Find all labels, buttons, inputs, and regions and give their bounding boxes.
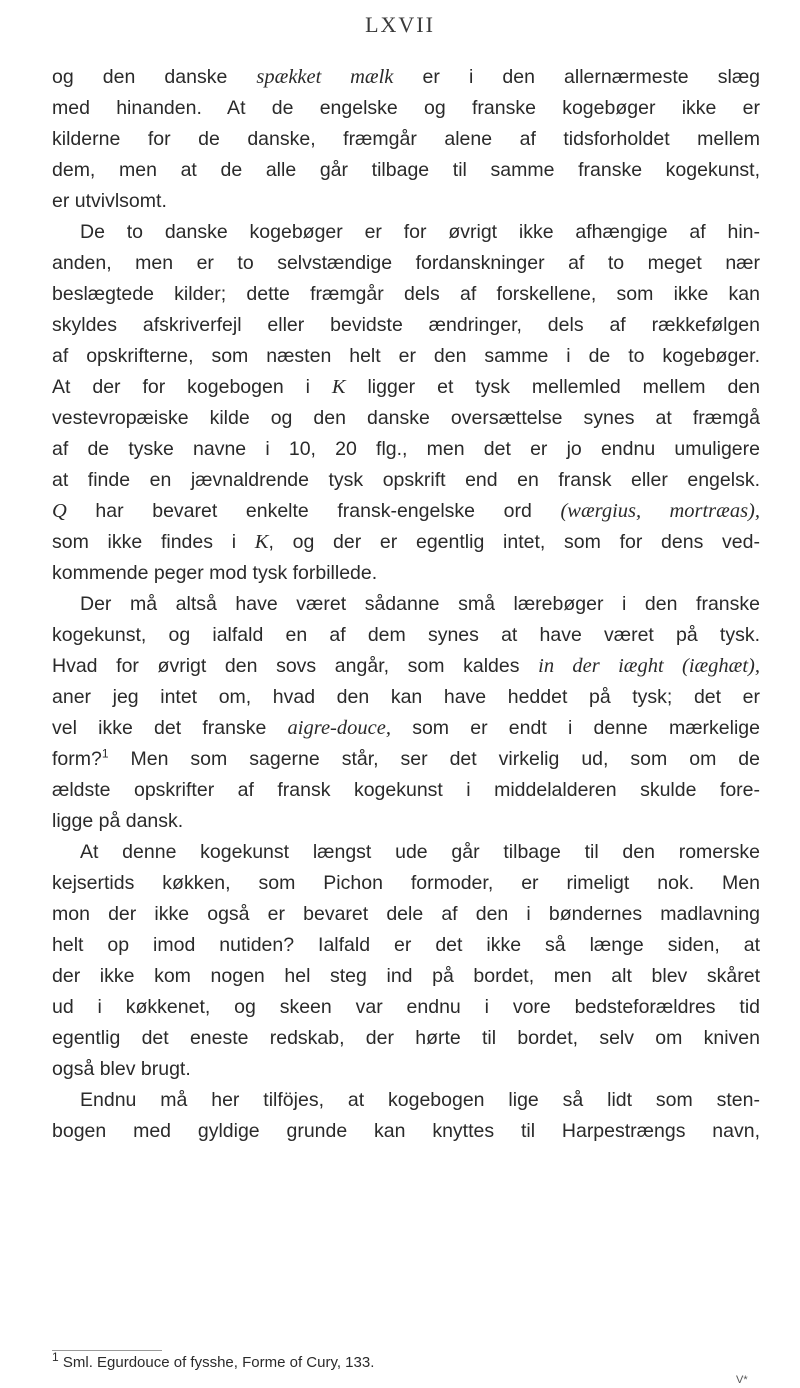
text-line: kogekunst, og ialfald en af dem synes at have været på tysk.	[52, 624, 760, 646]
italic-term: in der iæght (iæghæt),	[538, 655, 761, 677]
text-line: ud i køkkenet, og skeen var endnu i vore bedsteforældres tid	[52, 996, 760, 1018]
text-line: med hinanden. At de engelske og franske kogebøger ikke er	[52, 97, 760, 119]
italic-term: spækket mælk	[256, 66, 394, 88]
text-line: vel ikke det franske aigre-douce, som er endt i denne mærkelige	[52, 717, 760, 739]
text-line: mon der ikke også er bevaret dele af den i bøndernes madlavning	[52, 903, 760, 925]
footnote-text: Sml. Egurdouce of fysshe, Forme of Cury, 133.	[58, 1354, 375, 1371]
text-line: af de tyske navne i 10, 20 flg., men det er jo endnu umuligere	[52, 438, 760, 460]
text-line: er utvivlsomt.	[52, 190, 167, 212]
page-number: LXVII	[365, 12, 435, 37]
text-line: Hvad for øvrigt den sovs angår, som kaldes in der iæght (iæghæt),	[52, 655, 761, 677]
italic-term: (wærgius, mortræas),	[560, 500, 761, 522]
body-text	[52, 62, 760, 1147]
text-line: vestevropæiske kilde og den danske oversættelse synes at fræmgå	[52, 407, 760, 429]
footnote-marker: 1	[52, 1350, 59, 1364]
signature-mark: V*	[736, 1374, 748, 1386]
text-line: skyldes afskriverfejl eller bevidste ændringer, dels af rækkefølgen	[52, 314, 760, 336]
text-line: At der for kogebogen i K ligger et tysk mellemled mellem den	[52, 376, 760, 398]
text-line: at finde en jævnaldrende tysk opskrift end en fransk eller engelsk.	[52, 469, 760, 491]
text-line: anden, men er to selvstændige fordanskninger af to meget nær	[52, 252, 760, 274]
text-line: bogen med gyldige grunde kan knyttes til Harpestrængs navn,	[52, 1120, 760, 1142]
text-line: der ikke kom nogen hel steg ind på bordet, men alt blev skåret	[52, 965, 760, 987]
footnote	[52, 1350, 375, 1371]
footnote-divider	[52, 1350, 162, 1351]
italic-term: aigre-douce,	[287, 717, 391, 739]
text-line: ældste opskrifter af fransk kogekunst i middelalderen skulde fore-	[52, 779, 760, 801]
text-line: og den danske spækket mælk er i den allernærmeste slæg	[52, 66, 761, 88]
text-line: Q har bevaret enkelte fransk-engelske ord (wærgius, mortræas),	[52, 500, 761, 522]
text-line: kilderne for de danske, fræmgår alene af tidsforholdet mellem	[52, 128, 760, 150]
text-line: kejsertids køkken, som Pichon formoder, er rimeligt nok. Men	[52, 872, 760, 894]
text-line: af opskrifterne, som næsten helt er den samme i de to kogebøger.	[52, 345, 760, 367]
text-line: beslægtede kilder; dette fræmgår dels af forskellene, som ikke kan	[52, 283, 760, 305]
text-line: De to danske kogebøger er for øvrigt ikke afhængige af hin-	[80, 221, 760, 243]
italic-term: K	[331, 376, 346, 398]
text-line: kommende peger mod tysk forbillede.	[52, 562, 378, 584]
text-line: også blev brugt.	[52, 1058, 191, 1080]
text-line: At denne kogekunst længst ude går tilbage til den romerske	[80, 841, 760, 863]
text-line: som ikke findes i K, og der er egentlig intet, som for dens ved-	[52, 531, 760, 553]
text-line: egentlig det eneste redskab, der hørte til bordet, selv om kniven	[52, 1027, 760, 1049]
text-line: Endnu må her tilföjes, at kogebogen lige så lidt som sten-	[80, 1089, 760, 1111]
text-line: aner jeg intet om, hvad den kan have heddet på tysk; det er	[52, 686, 760, 708]
footnote-ref: 1	[101, 746, 109, 761]
text-line: dem, men at de alle går tilbage til samme franske kogekunst,	[52, 159, 760, 181]
italic-term: Q	[52, 500, 67, 522]
text-line: Der må altså have været sådanne små lærebøger i den franske	[80, 593, 760, 615]
italic-term: K	[254, 531, 269, 553]
text-line: ligge på dansk.	[52, 810, 184, 832]
text-line: form?$^1$ Men som sagerne står, ser det virkelig ud, som om de	[52, 746, 760, 770]
text-line: helt op imod nutiden? Ialfald er det ikke så længe siden, at	[52, 934, 760, 956]
